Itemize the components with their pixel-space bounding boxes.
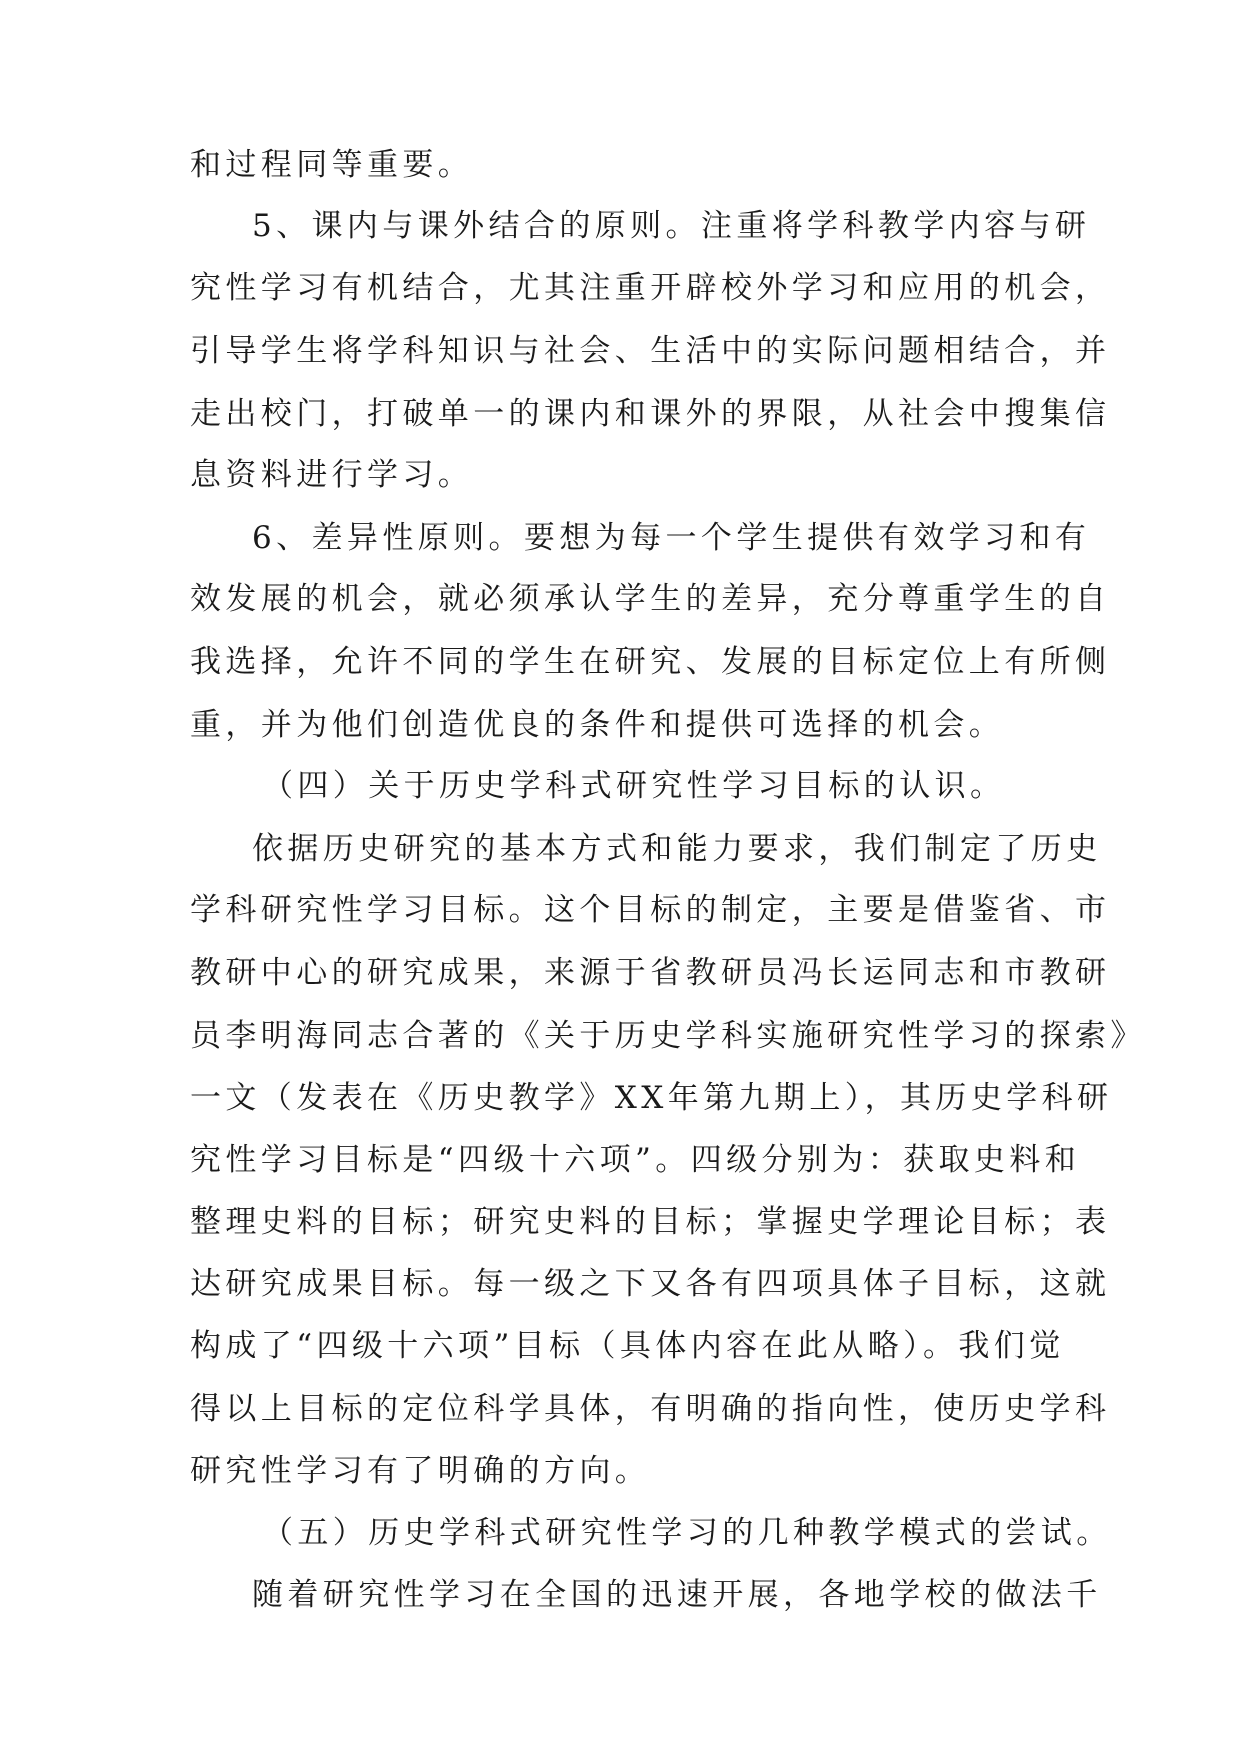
text-line: 随着研究性学习在全国的迅速开展，各地学校的做法千	[252, 1577, 1102, 1613]
text-line: 5、课内与课外结合的原则。注重将学科教学内容与研	[252, 208, 1091, 244]
text-line: 教研中心的研究成果，来源于省教研员冯长运同志和市教研	[190, 955, 1111, 991]
text-line: 6、差异性原则。要想为每一个学生提供有效学习和有	[252, 520, 1091, 556]
text-line: 达研究成果目标。每一级之下又各有四项具体子目标，这就	[190, 1266, 1111, 1302]
text-line: 效发展的机会，就必须承认学生的差异，充分尊重学生的自	[190, 581, 1111, 617]
text-line: 学科研究性学习目标。这个目标的制定，主要是借鉴省、市	[190, 892, 1111, 928]
text-line: 引导学生将学科知识与社会、生活中的实际问题相结合，并	[190, 333, 1111, 369]
text-line: 我选择，允许不同的学生在研究、发展的目标定位上有所侧	[190, 644, 1111, 680]
text-line: 员李明海同志合著的《关于历史学科实施研究性学习的探索》	[190, 1018, 1146, 1054]
text-line: 走出校门，打破单一的课内和课外的界限，从社会中搜集信	[190, 396, 1111, 432]
section-heading: （四）关于历史学科式研究性学习目标的认识。	[262, 768, 1006, 804]
text-line: 和过程同等重要。	[190, 147, 474, 183]
text-line: 究性学习有机结合，尤其注重开辟校外学习和应用的机会，	[190, 270, 1111, 306]
text-line: 重，并为他们创造优良的条件和提供可选择的机会。	[190, 707, 1005, 743]
section-heading: （五）历史学科式研究性学习的几种教学模式的尝试。	[262, 1515, 1112, 1551]
text-line: 构成了“四级十六项”目标（具体内容在此从略）。我们觉	[190, 1328, 1065, 1364]
text-line: 得以上目标的定位科学具体，有明确的指向性，使历史学科	[190, 1391, 1111, 1427]
text-line: 整理史料的目标；研究史料的目标；掌握史学理论目标；表	[190, 1204, 1111, 1240]
text-line: 一文（发表在《历史教学》XX年第九期上），其历史学科研	[190, 1080, 1113, 1116]
text-line: 息资料进行学习。	[190, 457, 474, 493]
text-line: 依据历史研究的基本方式和能力要求，我们制定了历史	[252, 831, 1102, 867]
text-line: 研究性学习有了明确的方向。	[190, 1453, 651, 1489]
text-line: 究性学习目标是“四级十六项”。四级分别为：获取史料和	[190, 1142, 1081, 1178]
